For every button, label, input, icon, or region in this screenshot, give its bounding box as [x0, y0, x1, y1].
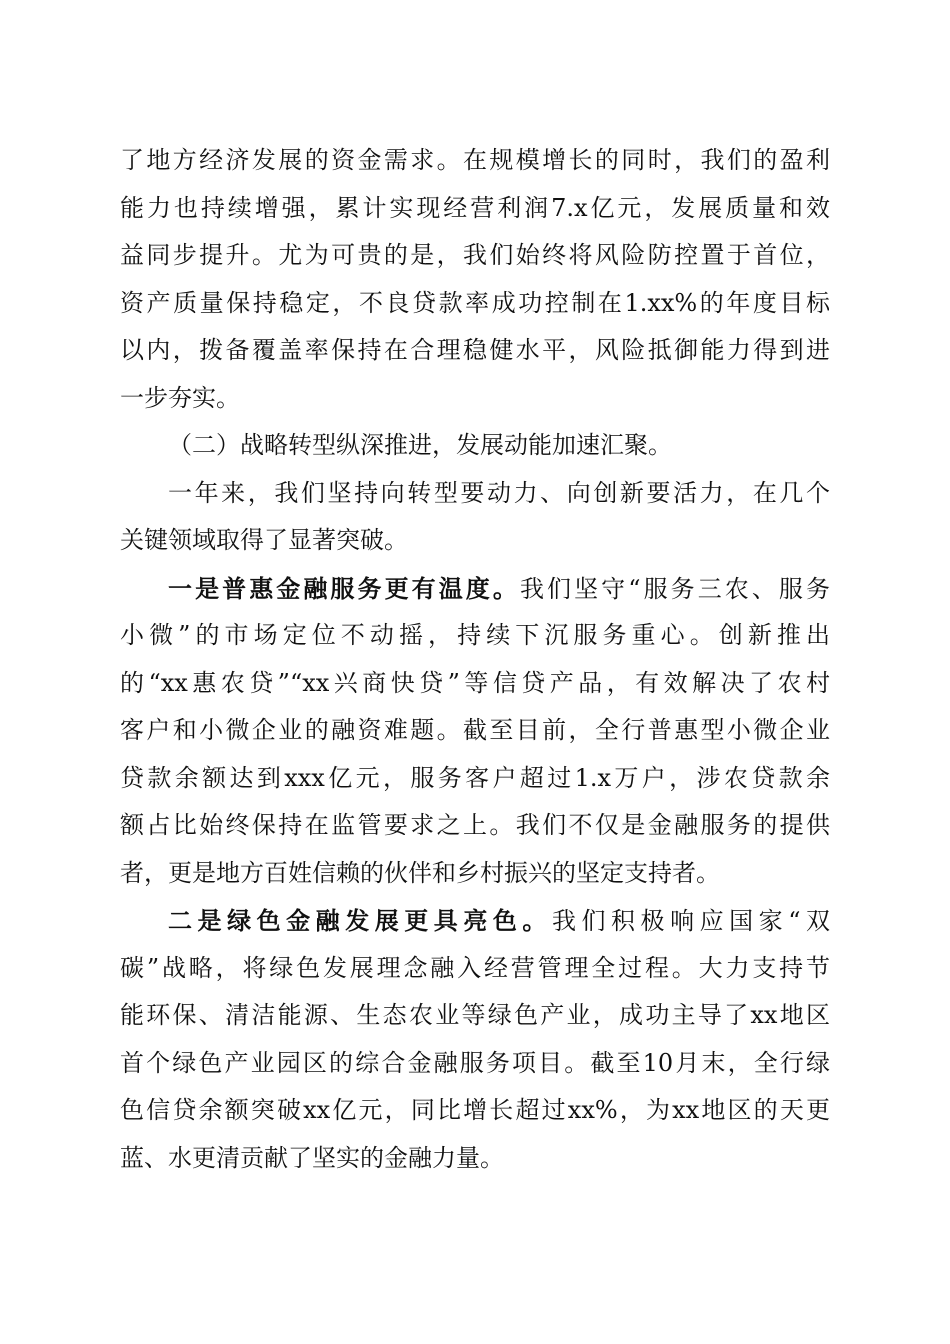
text-line: 客户和小微企业的融资难题。截至目前，全行普惠型小微企业	[120, 716, 830, 744]
paragraph-1	[120, 137, 830, 422]
paragraph-lead: 一是普惠金融服务更有温度。	[168, 573, 520, 603]
text-line: 一年来，我们坚持向转型要动力、向创新要活力，在几个	[168, 478, 830, 507]
text-line: 贷款余额达到xxx亿元，服务客户超过1.x万户，涉农贷款余	[120, 763, 830, 792]
paragraph-4	[120, 897, 830, 1182]
paragraph-2	[120, 470, 830, 565]
text-line: 小微”的市场定位不动摇，持续下沉服务重心。创新推出	[120, 621, 830, 649]
paragraph-3	[120, 565, 830, 898]
section-heading: （二）战略转型纵深推进，发展动能加速汇聚。	[168, 431, 672, 459]
text-line: 首个绿色产业园区的综合金融服务项目。截至10月末，全行绿	[120, 1048, 830, 1077]
paragraph-lead: 二是绿色金融发展更具亮色。	[168, 906, 552, 935]
text-line: 关键领域取得了显著突破。	[120, 526, 408, 554]
document-body	[120, 137, 830, 1182]
text-line: 碳”战略，将绿色发展理念融入经营管理全过程。大力支持节	[120, 953, 830, 982]
text-line-first	[120, 565, 830, 613]
text-line-first	[120, 897, 830, 945]
text-line: 色信贷余额突破xx亿元，同比增长超过xx%，为xx地区的天更	[120, 1096, 830, 1124]
text-line: 了地方经济发展的资金需求。在规模增长的同时，我们的盈利	[120, 146, 830, 174]
text-line: 一步夯实。	[120, 383, 240, 412]
text-line: 资产质量保持稳定，不良贷款率成功控制在1.xx%的年度目标	[120, 288, 830, 317]
paragraph-lead-rest: 我们积极响应国家“双	[551, 907, 831, 935]
text-line: 以内，拨备覆盖率保持在合理稳健水平，风险抵御能力得到进	[120, 336, 830, 364]
text-line: 的“xx惠农贷”“xx兴商快贷”等信贷产品，有效解决了农村	[120, 668, 830, 697]
text-line: 蓝、水更清贡献了坚实的金融力量。	[120, 1143, 504, 1172]
text-line: 额占比始终保持在监管要求之上。我们不仅是金融服务的提供	[120, 811, 830, 839]
text-line: 者，更是地方百姓信赖的伙伴和乡村振兴的坚定支持者。	[120, 858, 720, 887]
text-line: 能环保、清洁能源、生态农业等绿色产业，成功主导了xx地区	[120, 1001, 830, 1029]
text-line: 能力也持续增强，累计实现经营利润7.x亿元，发展质量和效	[120, 193, 830, 222]
text-line: 益同步提升。尤为可贵的是，我们始终将风险防控置于首位，	[120, 241, 830, 269]
paragraph-lead-rest: 我们坚守“服务三农、服务	[519, 574, 830, 603]
